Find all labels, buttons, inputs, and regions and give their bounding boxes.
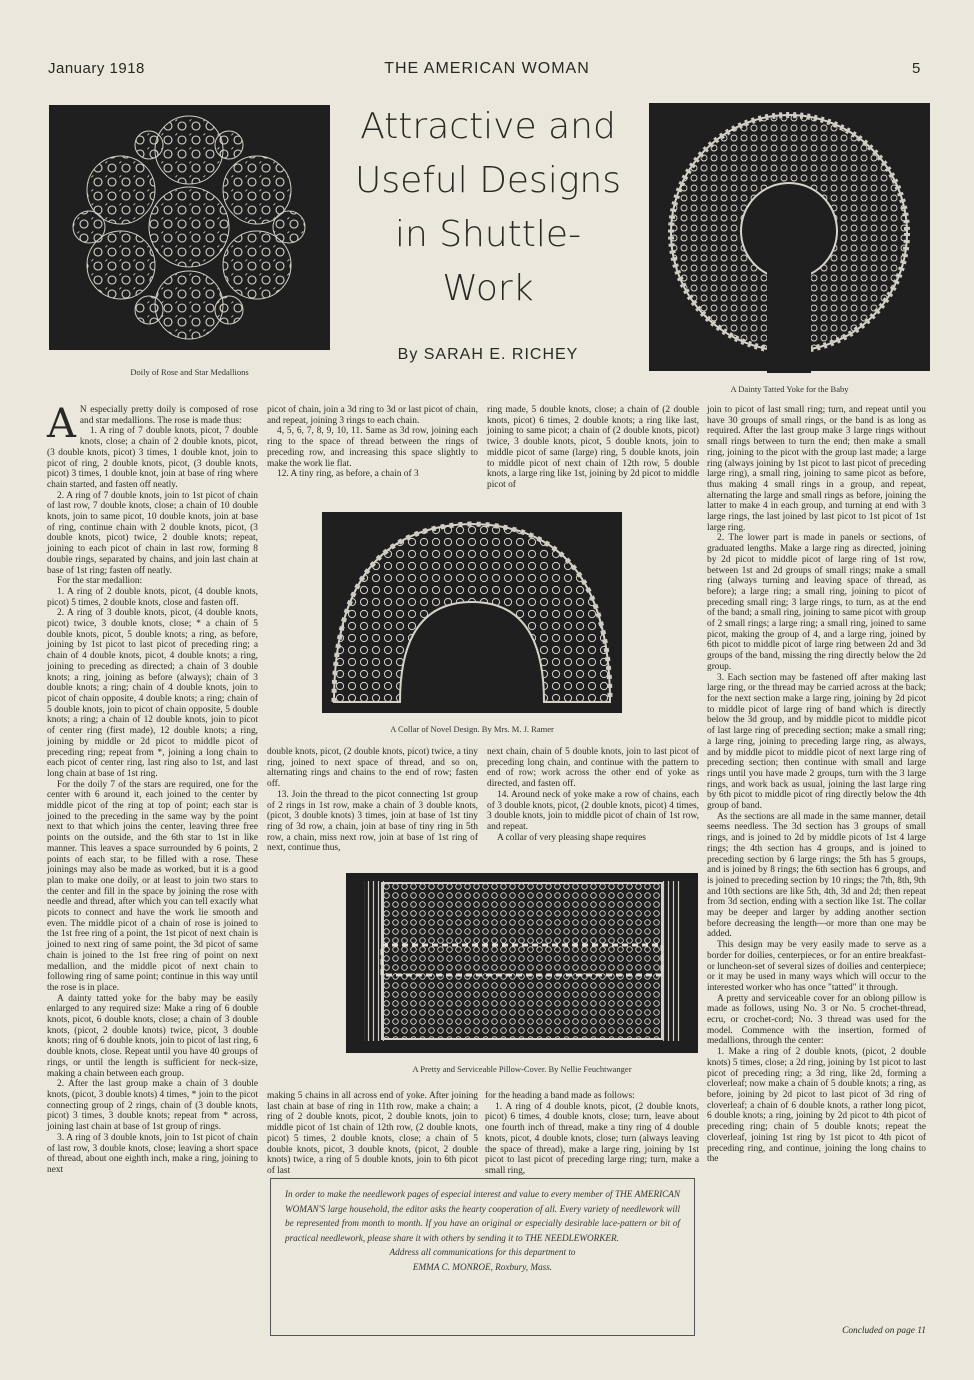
paragraph: 2. A ring of 7 double knots, join to 1st picot of chain of last row, 7 double knots, close; a chain of 10 double knots, join to same picot, 10 double knots, join at base of ring, continue chain with 2 double knots, picot, (3 double knots, picot) twice, 2 double knots; repeat, joining to each picot of chain in last row, forming 8 double rings, separated by chains, and join last chain at base of 1st ring; fasten off neatly.	[47, 490, 258, 576]
notice-address: Address all communications for this department to	[389, 1247, 576, 1258]
paragraph: For the doily 7 of the stars are required, one for the center with 6 around it, each joined to the center by middle picot of the ring at top of point; each star is joined to the preceding in the same way by the point next to that which joins the center, leaving three free points on the outside, and the 6th star to 1st in like manner. This leaves a space surrounded by 6 points, 2 points of each star, to be filled with a rose. These joinings may also be made as worked, but it is a good plan to make one doily, or at least to join two stars to the center and fill in the space by joining the rose with needle and thread, after which you can tell exactly what picots to connect and have the work lie smooth and even. The middle picot of a chain of rose is joined to the 1st free ring of a point, the 1st picot of next chain is joined to next ring of same point, the 3d picot of same chain is joined to the 1st free ring of point on next medallion, and the middle picot of next chain to following ring of same point; continue in this way until the rose is in place.	[47, 779, 258, 993]
paragraph: As the sections are all made in the same manner, detail seems needless. The 3d section has 3 groups of small rings, and is joined to 2d by middle picots of 1st 4 large rings; the 4th section has 4 groups, and is joined to preceding section by 6 large rings; the 5th has 5 groups, and is joined by 8 rings; the 6th section has 6 groups, and is joined to preceding section by 10 rings; the 7th, 8th, 9th and 10th sections are like 5th, 4th, 3d and 2d; then repeat from 3d section, ending with a section like 1st. The collar may be deeper and larger by adding another section before decreasing the length—or more than one may be added.	[707, 811, 926, 940]
paragraph: 1. A ring of 2 double knots, picot, (4 double knots, picot) 5 times, 2 double knots, close and fasten off.	[47, 586, 258, 608]
paragraph: 2. The lower part is made in panels or sections, of graduated lengths. Make a large ring as directed, joining by 2d picot to middle picot of large ring of 1st row, between 1st and 2d groups of small rings; make a small ring (always turning and leaving space of thread, as before); a large ring; a small ring, joining to picot of preceding small ring; 3 large rings, to turn, as at the end of the band; a small ring, joining to same picot with group of 2 small rings; a large ring; a small ring, joined to same picot, making the group of 4, and a large ring, joined by 6th picot to middle picot of large ring between 2d and 3d groups of the band, missing the ring directly below the 2d group.	[707, 533, 926, 672]
editor-notice	[270, 1178, 695, 1336]
title-line-3: in Shuttle-	[394, 214, 582, 255]
paragraph: 4, 5, 6, 7, 8, 9, 10, 11. Same as 3d row, joining each ring to the space of thread between the rings of preceding row, and increasing this space slightly to make the work lie flat.	[267, 426, 478, 469]
yoke-photo	[649, 103, 930, 371]
paragraph: This design may be very easily made to serve as a border for doilies, centerpieces, or for an entire breakfast- or luncheon-set of several sizes of doilies and centerpiece; or it may be used in many ways which will occur to the interested worker who has once "tatted" it through.	[707, 940, 926, 993]
collar-photo	[322, 512, 622, 713]
paragraph: 1. A ring of 7 double knots, picot, 7 double knots, close; a chain of 2 double knots, picot, (3 double knots, picot) 3 times, 1 double knot, join to picot of ring, 2 double knots, picot, (3 double knots, picot) 3 times, 1 double knot, join at base of ring where chain started, and fasten off neatly.	[47, 426, 258, 490]
collar-caption: A Collar of Novel Design. By Mrs. M. J. Ramer	[390, 724, 554, 734]
paragraph: 12. A tiny ring, as before, a chain of 3	[277, 469, 419, 480]
paragraph: 14. Around neck of yoke make a row of chains, each of 3 double knots, picot, (2 double knots, picot) 4 times, 3 double knots, join to middle picot of chain of 1st row, and repeat.	[487, 789, 699, 832]
pillow-caption: A Pretty and Serviceable Pillow-Cover. By Nellie Feuchtwanger	[412, 1064, 632, 1074]
paragraph: double knots, picot, (2 double knots, picot) twice, a tiny ring, joined to next space of thread, and so on, alternating rings and chains to the end of row; fasten off.	[267, 747, 478, 790]
paragraph: 13. Join the thread to the picot connecting 1st group of 2 rings in 1st row, make a chain of 3 double knots, (picot, 3 double knots) 3 times, join at base of 1st tiny ring of 3d row, a chain, join at base of tiny ring in 5th row, a chain, miss next row, join at base of 1st ring of next, continue thus,	[267, 789, 478, 854]
title-line-2: Useful Designs	[355, 160, 621, 201]
column-3-top	[487, 405, 699, 501]
doily-caption: Doily of Rose and Star Medallions	[130, 367, 249, 377]
paragraph: A pretty and serviceable cover for an oblong pillow is made as follows, using No. 3 or No. 5 crochet-thread, ecru, or crochet-cord; No. 3 thread was used for the model. Commence with the insertion, formed of medallions, through the center:	[707, 993, 926, 1047]
issue-date: January 1918	[48, 60, 145, 77]
paragraph: ring made, 5 double knots, close; a chain of (2 double knots, picot) 6 times, 2 double knots; a ring like last, joining to same picot; a chain of (2 double knots, picot) twice, 3 double knots, picot, 5 double knots, join to middle picot of same (large) ring, 5 double knots, join to middle picot of next chain of 12th row, 5 double knots, a large ring like 1st, joining by 2d picot to middle picot of	[487, 405, 699, 490]
paragraph: 3. A ring of 3 double knots, join to 1st picot of chain of last row, 3 double knots, close; leaving a short space of thread, about one eighth inch, make a ring, joining to next	[47, 1132, 258, 1175]
column-3-bottom	[485, 1091, 699, 1176]
column-3-middle	[487, 747, 699, 862]
paragraph: 2. After the last group make a chain of 3 double knots, (picot, 3 double knots) 4 times, * join to the picot connecting group of 2 rings, chain of (3 double knots, picot) 3 times, 3 double knots; repeat from * across, joining last chain at base of 1st group of rings.	[47, 1079, 258, 1133]
notice-text: In order to make the needlework pages of especial interest and value to every member of THE AMERICAN WOMAN'S large household, the editor asks the hearty cooperation of all. Every variety of needlework will be represented from month to month. If you have an original or especially desirable lace-pattern or bit of practical needlework, please share it with others by sending it to THE NEEDLEWORKER.	[285, 1189, 680, 1243]
magazine-title: THE AMERICAN WOMAN	[384, 60, 590, 77]
column-4	[707, 405, 926, 1327]
yoke-caption: A Dainty Tatted Yoke for the Baby	[730, 384, 849, 394]
notice-editor: EMMA C. MONROE, Roxbury, Mass.	[412, 1261, 553, 1272]
paragraph: A collar of very pleasing shape requires	[497, 832, 646, 843]
paragraph: For the star medallion:	[57, 576, 143, 587]
column-1	[47, 401, 258, 1335]
doily-photo	[49, 105, 330, 350]
paragraph: A dainty tatted yoke for the baby may be easily enlarged to any required size: Make a ring of 6 double knots, picot, 6 double knots, close; a chain of 3 double knots, (picot, 2 double knots) twice, picot, 3 double knots; ring of 6 double knots, join to picot of last ring, 6 double knots, close. Repeat until you have 40 groups of rings, or until the length is sufficient for neck-size, making a chain between each group.	[47, 993, 258, 1079]
column-2-middle	[267, 747, 478, 862]
pillow-photo	[346, 873, 698, 1053]
page-number: 5	[912, 60, 921, 77]
title-line-1: Attractive and	[360, 106, 616, 147]
paragraph: 1. Make a ring of 2 double knots, (picot, 2 double knots) 5 times, close; a 2d ring, joining by 1st picot to last picot of preceding ring; a 3d ring, like 2d, forming a cloverleaf; now make a chain of 5 double knots; a ring, as before, joining by 2d picot to last picot of 3d ring of cloverleaf; a chain of 6 double knots, a rather long picot, 6 double knots; a ring, joining by 2d picot to 4th picot of preceding ring; chain of 5 double knots; repeat the cloverleaf, joining 1st ring by 1st picot to 4th picot of preceding ring, and continue, joining the long chains to the	[707, 1047, 926, 1165]
byline: By SARAH E. RICHEY	[397, 346, 579, 363]
title-line-4: Work	[442, 268, 534, 309]
paragraph: 2. A ring of 3 double knots, picot, (4 double knots, picot) twice, 3 double knots, close; * a chain of 5 double knots, picot, 5 double knots; a ring, as before, joining by 1st picot to last picot of preceding ring; a chain of 4 double knots, picot, 4 double knots; a ring, joining to preceding as directed; a chain of 3 double knots; a ring, joining as before (always); chain of 3 double knots; a ring; chain of 4 double knots, join to picot of chain opposite, 4 double knots; a ring; chain of 5 double knots, join to picot of chain opposite, 5 double knots; a ring; a chain of 12 double knots, join to picot of center ring (first made), 12 double knots; a ring, joining by middle or 2d picot to middle picot of preceding ring; repeat from *, joining a long chain to each picot of center ring, last ring also to 1st, and last long chain at base of 1st ring.	[47, 608, 258, 779]
paragraph: 3. Each section may be fastened off after making last large ring, or the thread may be carried across at the back; for the next section make a large ring, joining by 2d picot to middle picot of large ring of band which is directly below the 3d group, and by middle picot to middle picot of last large ring of preceding section; make a small ring; a large ring, joining to preceding large ring, as always, and by middle picot to middle picot of next large ring of preceding section; then continue with small and large rings until you have made 2 groups, turn with the 3 large rings, and work back as usual, joining the last large ring by 6th picot to middle picot of ring directly below the 4th group of band.	[707, 672, 926, 812]
paragraph: join to picot of last small ring; turn, and repeat until you have 30 groups of small rings, or the band is as long as required. After the last group make 3 large rings without small rings between to turn the end; then make a small ring, joining to the picot with the group last made; a large ring (always joining by 1st picot to last picot of preceding large ring), a small ring, joining to same picot as before, thus making 4 small rings in a group, and repeat, alternating the large and small rings as before, joining the latter to make 4 in each group, and turning at end with 3 large rings, the last joined by last picot to 1st picot of 1st large ring.	[707, 405, 926, 533]
drop-cap: A	[47, 401, 76, 447]
column-2-bottom	[267, 1091, 478, 1176]
paragraph: picot of chain, join a 3d ring to 3d or last picot of chain, and repeat, joining 3 rings to each chain.	[267, 405, 478, 426]
paragraph: making 5 chains in all across end of yoke. After joining last chain at base of ring in 11th row, make a chain; a ring of 2 double knots, picot, 2 double knots, join to middle picot of 1st chain of 12th row, (2 double knots, picot) 5 times, 2 double knots, close; a chain of 5 double knots, picot, 3 double knots, (picot, 2 double knots) twice, a ring of 5 double knots, join to 6th picot of last	[267, 1091, 478, 1176]
article-title	[338, 100, 638, 316]
paragraph: 1. A ring of 4 double knots, picot, (2 double knots, picot) 6 times, 4 double knots, close; turn, leave about one fourth inch of thread, make a tiny ring of 4 double knots, picot, 4 double knots, close; turn (always leaving the space of thread), make a large ring, joining by 1st picot to last picot of preceding large ring; turn, make a small ring,	[485, 1101, 699, 1176]
paragraph: next chain, chain of 5 double knots, join to last picot of preceding long chain, and continue with the pattern to end of row; work across the other end of yoke as directed, and fasten off.	[487, 747, 699, 790]
paragraph: for the heading a band made as follows:	[485, 1091, 635, 1101]
column-2-top	[267, 405, 478, 501]
continued-note: Concluded on page 11	[842, 1326, 926, 1336]
paragraph: N especially pretty doily is composed of rose and star medallions. The rose is made thus:	[79, 405, 258, 426]
